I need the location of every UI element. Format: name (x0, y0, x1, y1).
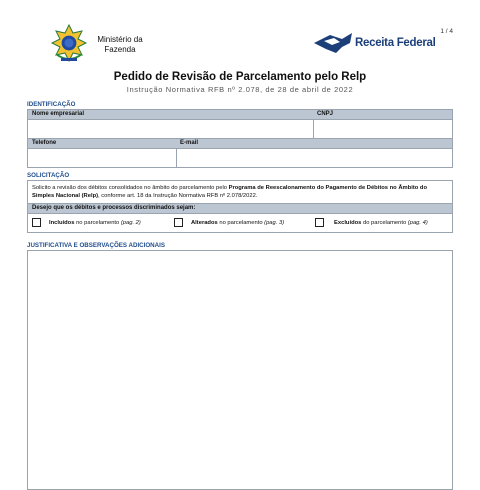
alterados-label-text: no parcelamento (217, 220, 265, 226)
nome-empresarial-field[interactable] (28, 120, 313, 138)
alterados-page-ref: (pag. 3) (264, 220, 285, 226)
alterados-label-bold: Alterados (191, 220, 218, 226)
statement-program-name: Programa de Reescalonamento do Pagamento de Débitos no Âmbito do Simples Nacional (Relp) (32, 185, 427, 199)
excluidos-label-text: do parcelamento (361, 220, 408, 226)
agency-name: Receita Federal (355, 37, 436, 49)
identificacao-box (27, 109, 453, 168)
document-title: Pedido de Revisão de Parcelamento pelo Relp (113, 71, 367, 83)
page-number: 1 / 4 (440, 28, 453, 35)
ministry-line-2: Fazenda (104, 44, 136, 54)
alterados-checkbox[interactable] (174, 218, 183, 227)
alterados-label (191, 220, 284, 226)
identificacao-input-row-1 (28, 119, 452, 138)
incluidos-label-bold: Incluídos (49, 220, 75, 226)
ministry-line-1: Ministério da (97, 35, 143, 44)
email-label: E-mail (180, 140, 199, 146)
solicitacao-question: Desejo que os débitos e processos discriminados sejam: (32, 205, 196, 211)
incluidos-page-ref: (pag. 2) (120, 220, 141, 226)
incluidos-label (49, 220, 141, 226)
cnpj-label: CNPJ (317, 111, 334, 117)
solicitacao-box (27, 180, 453, 233)
excluidos-label (334, 220, 428, 226)
solicitacao-question-row (28, 203, 452, 213)
identificacao-header-row-2 (28, 138, 452, 148)
excluidos-checkbox[interactable] (315, 218, 324, 227)
identificacao-input-row-2 (28, 148, 452, 167)
ministry-name (94, 35, 146, 54)
justificativa-textarea[interactable] (27, 250, 453, 490)
brazil-coat-of-arms-icon (50, 24, 88, 64)
section-identificacao-label: IDENTIFICAÇÃO (27, 101, 76, 108)
telefone-label: Telefone (32, 140, 57, 146)
section-justificativa-label: JUSTIFICATIVA E OBSERVAÇÕES ADICIONAIS (27, 242, 165, 249)
identificacao-header-row-1 (28, 110, 452, 119)
telefone-field[interactable] (28, 149, 176, 167)
nome-empresarial-label: Nome empresarial (32, 111, 85, 117)
section-solicitacao-label: SOLICITAÇÃO (27, 172, 70, 179)
incluidos-label-text: no parcelamento (74, 220, 121, 226)
solicitacao-options-row (28, 213, 452, 232)
document-header (0, 22, 480, 70)
document-subtitle: Instrução Normativa RFB nº 2.078, de 28 de abril de 2022 (126, 85, 354, 94)
solicitacao-statement (28, 181, 452, 203)
cnpj-field[interactable] (314, 120, 452, 138)
excluidos-label-bold: Excluídos (334, 220, 362, 226)
email-field[interactable] (177, 149, 452, 167)
statement-text-start: Solicito a revisão dos débitos consolidados no âmbito do parcelamento pelo (32, 185, 229, 191)
statement-text-end: , conforme art. 18 da Instrução Normativa RFB nº 2.078/2022. (98, 192, 258, 199)
incluidos-checkbox[interactable] (32, 218, 41, 227)
excluidos-page-ref: (pag. 4) (407, 220, 428, 226)
